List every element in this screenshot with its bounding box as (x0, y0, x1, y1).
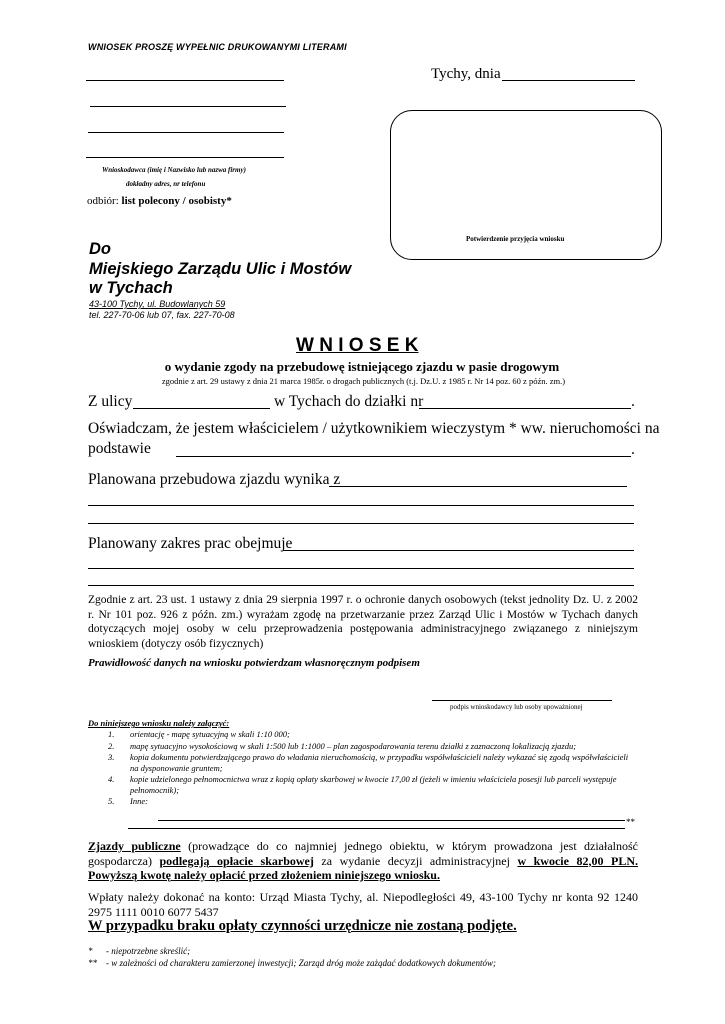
attachments-heading: Do niniejszego wniosku należy załączyć: (88, 718, 230, 728)
document-title: W N I O S E K (296, 335, 419, 356)
signature-caption: podpis wnioskodawcy lub osoby upoważnionej (450, 703, 583, 711)
period-mark: . (631, 393, 635, 410)
applicant-address-label: dokładny adres, nr telefonu (126, 180, 206, 188)
parcel-number-field[interactable] (419, 408, 631, 409)
applicant-phone-line[interactable] (86, 157, 284, 158)
footnote-mark: * (88, 946, 93, 956)
list-item-number: 3. (108, 752, 115, 762)
signature-line[interactable] (432, 700, 612, 701)
street-field[interactable] (133, 408, 270, 409)
reason-field-line-3[interactable] (88, 523, 634, 524)
list-item (108, 752, 638, 773)
other-attachments-field-line-2[interactable] (128, 828, 625, 829)
reason-label: Planowana przebudowa zjazdu wynika z (88, 471, 341, 488)
list-item-number: 2. (108, 740, 115, 751)
receipt-stamp-caption: Potwierdzenie przyjęcia wniosku (466, 235, 565, 243)
list-item-text: mapę sytuacyjno wysokościową w skali 1:500 lub 1:1000 – plan zagospodarowania terenu działki z zaznaczoną lokalizacją zjazdu; (130, 740, 577, 751)
public-access-term: Zjazdy publiczne (88, 839, 181, 853)
fee-payment-notice: Powyższą kwotę należy opłacić przed złożeniem niniejszego wniosku. (88, 868, 440, 882)
scope-label: Planowany zakres prac obejmuje (88, 535, 293, 552)
footnote-text: - niepotrzebne skreślić; (106, 946, 191, 956)
list-item-number: 4. (108, 774, 115, 784)
form-instruction: WNIOSEK PROSZĘ WYPEŁNIC DRUKOWANYMI LITERAMI (88, 42, 347, 52)
fee-info: Zjazdy publiczne (prowadzące do co najmniej jednego obiektu, w którym prowadzona jest działalność gospodarcza) podlegają opłacie skarbowej za wydanie decyzji administracyjnej w kwocie 82,00 PLN. Powyższą kwotę należy opłacić przed złożeniem niniejszego wniosku. (88, 839, 638, 882)
ownership-declaration: Oświadczam, że jestem właścicielem / użytkownikiem wieczystym * ww. nieruchomości na (88, 420, 660, 437)
legal-basis: zgodnie z art. 29 ustawy z dnia 21 marca 1985r. o drogach publicznych (t.j. Dz.U. z 1985 r. Nr 14 poz. 60 z późn. zm.) (161, 376, 566, 386)
list-item-text: orientację - mapę sytuacyjną w skali 1:10 000; (130, 729, 290, 739)
addressee-line-2: Miejskiego Zarządu Ulic i Mostów (89, 260, 352, 278)
reason-field-line-2[interactable] (88, 505, 634, 506)
footnote-text: - w zależności od charakteru zamierzonej inwestycji; Zarząd dróg może zażądać dodatkowych dokumentów; (106, 958, 496, 968)
addressee-phone: tel. 227-70-06 lub 07, fax. 227-70-08 (89, 310, 235, 320)
pickup-method: odbiór: list polecony / osobisty* (87, 195, 232, 207)
fee-amount: w kwocie 82,00 PLN. (517, 853, 638, 868)
addressee-address: 43-100 Tychy, ul. Budowlanych 59 (89, 299, 226, 309)
footnote-1 (88, 946, 190, 956)
scope-field-line-2[interactable] (88, 568, 634, 569)
list-item (108, 796, 638, 807)
list-item (108, 741, 638, 752)
data-processing-consent: Zgodnie z art. 23 ust. 1 ustawy z dnia 29 sierpnia 1997 r. o ochronie danych osobowych (tekst jednolity Dz. U. z 2002 r. Nr 101 poz. 926 z późn. zm.) wyrażam zgodę na przetwarzanie przez Zarząd Ulic i Mostów w Tychach danych dotyczących mojej osoby w celu przeprowadzenia postępowania administracyjnego związanego z niniejszym wnioskiem (dotyczy osób fizycznych) (88, 594, 638, 650)
addressee-line-3: w Tychach (89, 279, 173, 297)
list-item-text: Inne: (130, 796, 148, 806)
legal-basis-label: podstawie (88, 440, 151, 457)
scope-field[interactable] (283, 550, 634, 551)
attachments-list (108, 729, 638, 807)
applicant-name-line[interactable] (86, 80, 284, 81)
footnote-2 (88, 958, 496, 968)
period-mark: . (631, 441, 635, 458)
reason-field[interactable] (329, 486, 627, 487)
other-attachments-field[interactable] (158, 820, 625, 821)
signature-confirmation: Prawidłowość danych na wniosku potwierdzam własnoręcznym podpisem (88, 657, 420, 669)
street-label: Z ulicy (88, 393, 133, 410)
footnote-marker: ** (626, 817, 635, 827)
addressee-line-1: Do (89, 240, 111, 258)
list-item-number: 5. (108, 796, 115, 806)
list-item-text: kopia dokumentu potwierdzającego prawo do władania nieruchomością, w przypadku współwłaścicieli należy wykazać się zgodą współwłaścicieli na dysponowanie gruntem; (130, 752, 629, 773)
legal-basis-field[interactable] (176, 456, 631, 457)
applicant-address-line-1[interactable] (90, 106, 286, 107)
fee-obligation: podlegają opłacie skarbowej (159, 853, 314, 868)
list-item-number: 1. (108, 729, 115, 739)
bank-account-info: Wpłaty należy dokonać na konto: Urząd Miasta Tychy, al. Niepodległości 49, 43-100 Tychy nr konta 92 1240 2975 1111 0010 6077 5437 (88, 890, 638, 919)
footnote-mark: ** (88, 958, 97, 968)
list-item (108, 774, 638, 795)
document-subtitle: o wydanie zgody na przebudowę istniejącego zjazdu w pasie drogowym (164, 359, 560, 374)
date-field-line[interactable] (502, 80, 635, 81)
list-item (108, 729, 638, 740)
payment-warning: W przypadku braku opłaty czynności urzędnicze nie zostaną podjęte. (88, 918, 517, 934)
list-item-text: kopie udzielonego pełnomocnictwa wraz z kopią opłaty skarbowej w kwocie 17,00 zł (jeżeli w imieniu właściciela posesji lub parceli występuje pełnomocnik); (130, 774, 617, 795)
applicant-address-line-2[interactable] (88, 132, 284, 133)
applicant-label: Wnioskodawca (imię i Nazwisko lub nazwa firmy) (102, 166, 246, 174)
place-date-label: Tychy, dnia (431, 66, 501, 82)
scope-field-line-3[interactable] (88, 585, 634, 586)
pickup-options[interactable]: list polecony / osobisty* (121, 195, 232, 207)
parcel-label: w Tychach do działki nr (274, 393, 424, 410)
